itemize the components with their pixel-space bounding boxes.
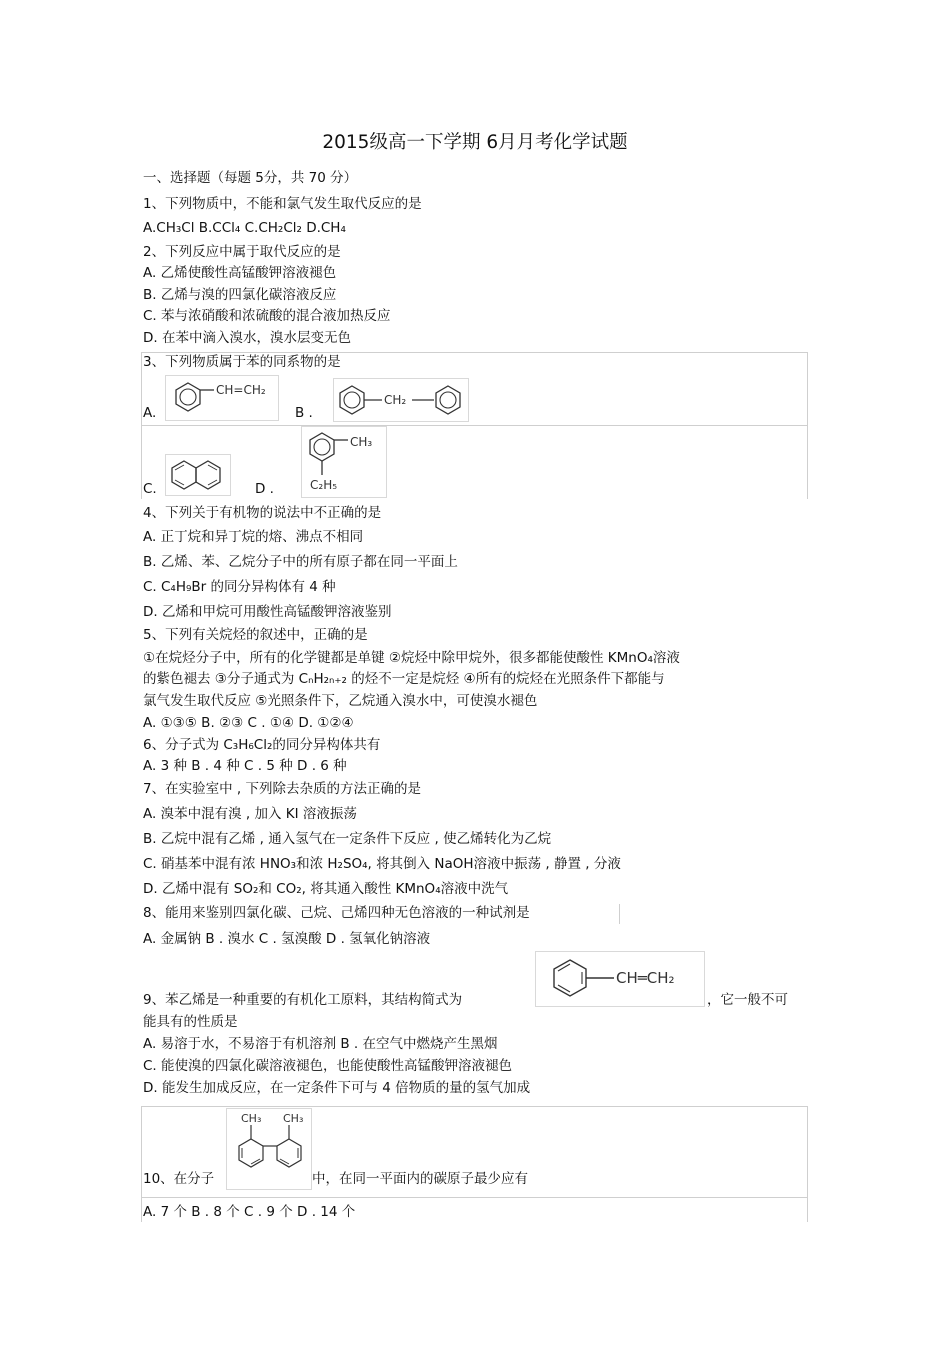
q3-label-c: C. bbox=[143, 481, 157, 497]
q3-label-d: D . bbox=[255, 481, 274, 497]
q3-label-b: B . bbox=[295, 405, 313, 421]
q9-option-d: D. 能发生加成反应，在一定条件下可与 4 倍物质的量的氢气加成 bbox=[143, 1080, 531, 1096]
q8-options: A. 金属钠 B . 溴水 C . 氢溴酸 D . 氢氧化钠溶液 bbox=[143, 931, 431, 947]
q5-statement-line1: ①在烷烃分子中，所有的化学键都是单键 ②烷烃中除甲烷外，很多都能使酸性 KMnO₄溶液 bbox=[143, 650, 680, 666]
q3-row-divider bbox=[141, 425, 807, 426]
q5-options: A. ①③⑤ B. ②③ C . ①④ D. ①②④ bbox=[143, 715, 354, 731]
q1-options: A.CH₃Cl B.CCl₄ C.CH₂Cl₂ D.CH₄ bbox=[143, 220, 346, 236]
q2-option-c: C. 苯与浓硝酸和浓硫酸的混合液加热反应 bbox=[143, 308, 391, 324]
q4-option-b: B. 乙烯、苯、乙烷分子中的所有原子都在同一平面上 bbox=[143, 554, 458, 570]
q8-stem: 8、能用来鉴别四氯化碳、己烷、己烯四种无色溶液的一种试剂是 bbox=[143, 905, 530, 921]
q7-option-d: D. 乙烯中混有 SO₂和 CO₂, 将其通入酸性 KMnO₄溶液中洗气 bbox=[143, 881, 509, 897]
q2-option-d: D. 在苯中滴入溴水，溴水层变无色 bbox=[143, 330, 351, 346]
q7-option-c: C. 硝基苯中混有浓 HNO₃和浓 H₂SO₄, 将其倒入 NaOH溶液中振荡 , 静置 , 分液 bbox=[143, 856, 621, 872]
section-heading: 一、选择题（每题 5分，共 70 分） bbox=[143, 170, 358, 186]
q3a-group-label: CH=CH₂ bbox=[216, 383, 266, 397]
q5-stem: 5、下列有关烷烃的叙述中，正确的是 bbox=[143, 627, 368, 643]
q2-option-a: A. 乙烯使酸性高锰酸钾溶液褪色 bbox=[143, 265, 337, 281]
q6-options: A. 3 种 B . 4 种 C . 5 种 D . 6 种 bbox=[143, 758, 347, 774]
q4-stem: 4、下列关于有机物的说法中不正确的是 bbox=[143, 505, 382, 521]
q9-group-label: CH═CH₂ bbox=[616, 969, 675, 987]
q4-option-a: A. 正丁烷和异丁烷的熔、沸点不相同 bbox=[143, 529, 364, 545]
q9-stem: 9、苯乙烯是一种重要的有机化工原料，其结构简式为 bbox=[143, 992, 463, 1008]
q3d-group-label-top: CH₃ bbox=[350, 435, 373, 449]
q3b-group-label: CH₂ bbox=[384, 393, 407, 407]
q4-option-c: C. C₄H₉Br 的同分异构体有 4 种 bbox=[143, 579, 336, 595]
q6-stem: 6、分子式为 C₃H₆Cl₂的同分异构体共有 bbox=[143, 737, 381, 753]
styrene-structure-q9 bbox=[535, 951, 705, 1007]
q10-group-label-1: CH₃ bbox=[241, 1112, 262, 1125]
q3d-group-label-bottom: C₂H₅ bbox=[310, 478, 338, 492]
q7-stem: 7、在实验室中 , 下列除去杂质的方法正确的是 bbox=[143, 781, 421, 797]
q9-stem-continued: 能具有的性质是 bbox=[143, 1014, 238, 1030]
ethyltoluene-structure-d bbox=[301, 426, 387, 498]
q3-label-a: A. bbox=[143, 405, 157, 421]
q9-option-ab: A. 易溶于水，不易溶于有机溶剂 B . 在空气中燃烧产生黑烟 bbox=[143, 1036, 498, 1052]
q2-option-b: B. 乙烯与溴的四氯化碳溶液反应 bbox=[143, 287, 337, 303]
q5-statement-line3: 氯气发生取代反应 ⑤光照条件下，乙烷通入溴水中，可使溴水褪色 bbox=[143, 693, 538, 709]
diphenylmethane-structure-b bbox=[333, 378, 469, 422]
q7-option-a: A. 溴苯中混有溴 , 加入 KI 溶液振荡 bbox=[143, 806, 357, 822]
q7-option-b: B. 乙烷中混有乙烯 , 通入氢气在一定条件下反应 , 使乙烯转化为乙烷 bbox=[143, 831, 552, 847]
q9-stem-tail: ，它一般不可 bbox=[707, 992, 788, 1008]
page-title: 2015级高一下学期 6月月考化学试题 bbox=[322, 132, 628, 153]
q5-statement-line2: 的紫色褪去 ③分子通式为 CₙH₂ₙ₊₂ 的烃不一定是烷烃 ④所有的烷烃在光照条件下都能与 bbox=[143, 671, 665, 687]
q10-options: A. 7 个 B . 8 个 C . 9 个 D . 14 个 bbox=[143, 1204, 356, 1220]
q10-stem-prefix: 10、在分子 bbox=[143, 1171, 215, 1187]
q2-stem: 2、下列反应中属于取代反应的是 bbox=[143, 244, 341, 260]
q1-stem: 1、下列物质中，不能和氯气发生取代反应的是 bbox=[143, 196, 422, 212]
styrene-structure-a bbox=[165, 375, 279, 421]
q4-option-d: D. 乙烯和甲烷可用酸性高锰酸钾溶液鉴别 bbox=[143, 604, 392, 620]
naphthalene-structure-c bbox=[165, 454, 231, 496]
q10-row-divider bbox=[141, 1197, 807, 1198]
q10-stem-suffix: 中，在同一平面内的碳原子最少应有 bbox=[312, 1171, 528, 1187]
dimethylbiphenyl-structure bbox=[226, 1108, 312, 1190]
q9-option-c: C. 能使溴的四氯化碳溶液褪色，也能使酸性高锰酸钾溶液褪色 bbox=[143, 1058, 513, 1074]
q10-group-label-2: CH₃ bbox=[283, 1112, 304, 1125]
q3-stem: 3、下列物质属于苯的同系物的是 bbox=[143, 354, 341, 370]
